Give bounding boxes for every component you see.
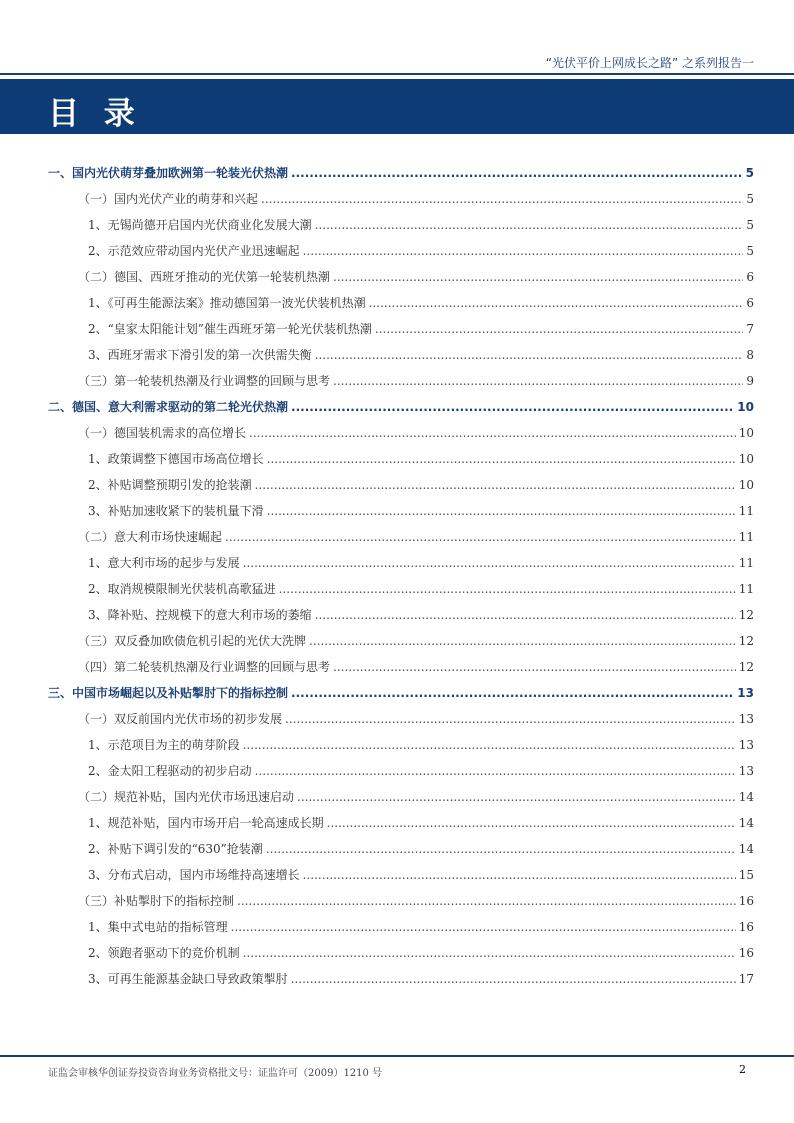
toc-entry-level-2[interactable]	[48, 524, 754, 550]
toc-entry-level-2[interactable]	[48, 264, 754, 290]
toc-dot-leader	[267, 498, 736, 524]
toc-entry-title: （二）意大利市场快速崛起	[78, 530, 223, 544]
toc-entry-page: 14	[738, 790, 754, 804]
toc-entry-title: 2、取消规模限制光伏装机高歌猛进	[88, 582, 276, 596]
toc-entry-title: （三）补贴掣肘下的指标控制	[78, 894, 235, 908]
toc-entry-title: （四）第二轮装机热潮及行业调整的回顾与思考	[78, 660, 331, 674]
toc-entry-title: 3、可再生能源基金缺口导致政策掣肘	[88, 972, 288, 986]
toc-entry-page: 5	[745, 166, 754, 180]
toc-dot-leader	[291, 160, 743, 186]
toc-entry-title: 1、无锡尚德开启国内光伏商业化发展大潮	[88, 218, 312, 232]
toc-entry-level-2[interactable]	[48, 628, 754, 654]
toc-dot-leader	[243, 550, 736, 576]
toc-dot-leader	[243, 732, 736, 758]
toc-entry-title: （一）国内光伏产业的萌芽和兴起	[78, 192, 259, 206]
toc-dot-leader	[255, 472, 736, 498]
toc-dot-leader	[315, 212, 744, 238]
toc-entry-level-2[interactable]	[48, 368, 754, 394]
title-banner	[0, 79, 794, 134]
toc-entry-page: 10	[738, 426, 754, 440]
page-title: 目 录	[48, 96, 142, 132]
toc-entry-page: 8	[746, 348, 754, 362]
toc-entry-title: （二）德国、西班牙推动的光伏第一轮装机热潮	[78, 270, 331, 284]
toc-entry-page: 14	[738, 842, 754, 856]
toc-entry-page: 6	[746, 270, 754, 284]
toc-entry-page: 9	[746, 374, 754, 388]
toc-entry-title: 1、政策调整下德国市场高位增长	[88, 452, 264, 466]
toc-entry-page: 6	[746, 296, 754, 310]
toc-entry-page: 7	[746, 322, 754, 336]
footer-page-number: 2	[739, 1063, 746, 1076]
toc-entry-title: 1、示范项目为主的萌芽阶段	[88, 738, 240, 752]
toc-entry-level-2[interactable]	[48, 706, 754, 732]
toc-entry-title: （一）双反前国内光伏市场的初步发展	[78, 712, 283, 726]
toc-entry-page: 11	[738, 582, 754, 596]
toc-dot-leader	[261, 186, 743, 212]
toc-entry-page: 17	[738, 972, 754, 986]
toc-entry-level-3[interactable]	[48, 940, 754, 966]
toc-dot-leader	[243, 940, 736, 966]
toc-entry-level-3[interactable]	[48, 290, 754, 316]
toc-entry-title: 1、意大利市场的起步与发展	[88, 556, 240, 570]
toc-entry-page: 11	[738, 530, 754, 544]
toc-entry-page: 5	[746, 218, 754, 232]
toc-entry-level-3[interactable]	[48, 498, 754, 524]
toc-entry-title: 2、补贴下调引发的“630”抢装潮	[88, 842, 263, 856]
toc-entry-page: 16	[738, 920, 754, 934]
toc-entry-level-3[interactable]	[48, 602, 754, 628]
footer-divider	[0, 1055, 794, 1057]
toc-entry-title: 3、西班牙需求下滑引发的第一次供需失衡	[88, 348, 312, 362]
toc-dot-leader	[303, 862, 736, 888]
toc-entry-title: 三、中国市场崛起以及补贴掣肘下的指标控制	[48, 686, 289, 700]
toc-entry-title: （三）双反叠加欧债危机引起的光伏大洗牌	[78, 634, 307, 648]
toc-dot-leader	[285, 706, 736, 732]
toc-entry-level-2[interactable]	[48, 654, 754, 680]
toc-entry-page: 13	[738, 738, 754, 752]
toc-dot-leader	[231, 914, 736, 940]
toc-dot-leader	[303, 238, 744, 264]
toc-entry-level-2[interactable]	[48, 186, 754, 212]
toc-entry-level-3[interactable]	[48, 446, 754, 472]
toc-dot-leader	[291, 966, 736, 992]
toc-entry-level-3[interactable]	[48, 758, 754, 784]
toc-entry-level-1[interactable]	[48, 680, 754, 706]
toc-entry-level-2[interactable]	[48, 784, 754, 810]
toc-entry-title: 2、金太阳工程驱动的初步启动	[88, 764, 252, 778]
toc-entry-level-2[interactable]	[48, 888, 754, 914]
toc-entry-level-3[interactable]	[48, 914, 754, 940]
toc-dot-leader	[315, 342, 744, 368]
toc-entry-page: 13	[738, 764, 754, 778]
toc-entry-level-3[interactable]	[48, 472, 754, 498]
toc-entry-title: （三）第一轮装机热潮及行业调整的回顾与思考	[78, 374, 331, 388]
toc-dot-leader	[291, 394, 734, 420]
toc-entry-title: 1、规范补贴，国内市场开启一轮高速成长期	[88, 816, 324, 830]
toc-entry-level-3[interactable]	[48, 342, 754, 368]
toc-dot-leader	[333, 654, 736, 680]
toc-entry-page: 5	[746, 244, 754, 258]
toc-dot-leader	[266, 836, 736, 862]
footer-license-text: 证监会审核华创证券投资咨询业务资格批文号：证监许可（2009）1210 号	[48, 1068, 383, 1079]
toc-dot-leader	[309, 628, 736, 654]
toc-entry-page: 11	[738, 556, 754, 570]
toc-dot-leader	[225, 524, 736, 550]
toc-entry-title: （二）规范补贴，国内光伏市场迅速启动	[78, 790, 295, 804]
toc-dot-leader	[237, 888, 736, 914]
toc-entry-title: （一）德国装机需求的高位增长	[78, 426, 247, 440]
toc-entry-page: 12	[738, 634, 754, 648]
toc-entry-page: 12	[738, 608, 754, 622]
toc-dot-leader	[267, 446, 736, 472]
toc-dot-leader	[291, 680, 734, 706]
toc-dot-leader	[333, 264, 743, 290]
toc-entry-title: 3、补贴加速收紧下的装机量下滑	[88, 504, 264, 518]
toc-entry-level-1[interactable]	[48, 160, 754, 186]
toc-dot-leader	[279, 576, 736, 602]
toc-entry-page: 10	[738, 478, 754, 492]
toc-entry-level-3[interactable]	[48, 238, 754, 264]
toc-entry-page: 16	[738, 894, 754, 908]
toc-dot-leader	[375, 316, 743, 342]
toc-dot-leader	[333, 368, 743, 394]
toc-entry-page: 5	[746, 192, 754, 206]
toc-entry-title: 一、国内光伏萌芽叠加欧洲第一轮装光伏热潮	[48, 166, 289, 180]
toc-entry-level-3[interactable]	[48, 550, 754, 576]
toc-entry-page: 12	[738, 660, 754, 674]
toc-entry-level-3[interactable]	[48, 862, 754, 888]
toc-entry-title: 2、补贴调整预期引发的抢装潮	[88, 478, 252, 492]
toc-dot-leader	[249, 420, 736, 446]
toc-entry-page: 16	[738, 946, 754, 960]
toc-entry-page: 10	[738, 452, 754, 466]
toc-entry-level-3[interactable]	[48, 966, 754, 992]
toc-entry-title: 1、《可再生能源法案》推动德国第一波光伏装机热潮	[88, 296, 366, 310]
toc-entry-page: 15	[738, 868, 754, 882]
toc-entry-title: 二、德国、意大利需求驱动的第二轮光伏热潮	[48, 400, 289, 414]
table-of-contents	[48, 160, 754, 992]
toc-dot-leader	[327, 810, 736, 836]
toc-entry-level-2[interactable]	[48, 420, 754, 446]
header-divider	[0, 73, 794, 75]
toc-entry-page: 11	[738, 504, 754, 518]
toc-dot-leader	[315, 602, 736, 628]
toc-entry-level-3[interactable]	[48, 810, 754, 836]
toc-entry-level-3[interactable]	[48, 576, 754, 602]
toc-entry-level-1[interactable]	[48, 394, 754, 420]
toc-entry-title: 3、降补贴、控规模下的意大利市场的萎缩	[88, 608, 312, 622]
toc-entry-title: 1、集中式电站的指标管理	[88, 920, 228, 934]
toc-entry-title: 2、示范效应带动国内光伏产业迅速崛起	[88, 244, 300, 258]
toc-entry-level-3[interactable]	[48, 212, 754, 238]
toc-entry-level-3[interactable]	[48, 316, 754, 342]
toc-entry-level-3[interactable]	[48, 732, 754, 758]
toc-dot-leader	[255, 758, 736, 784]
toc-dot-leader	[297, 784, 736, 810]
toc-entry-title: 2、领跑者驱动下的竞价机制	[88, 946, 240, 960]
toc-entry-level-3[interactable]	[48, 836, 754, 862]
toc-entry-page: 13	[738, 712, 754, 726]
toc-dot-leader	[369, 290, 744, 316]
report-series-title: “光伏平价上网成长之路” 之系列报告一	[545, 56, 754, 70]
toc-entry-title: 2、“皇家太阳能计划”催生西班牙第一轮光伏装机热潮	[88, 322, 372, 336]
toc-entry-title: 3、分布式启动，国内市场维持高速增长	[88, 868, 300, 882]
toc-entry-page: 10	[737, 400, 754, 414]
toc-entry-page: 14	[738, 816, 754, 830]
toc-entry-page: 13	[737, 686, 754, 700]
